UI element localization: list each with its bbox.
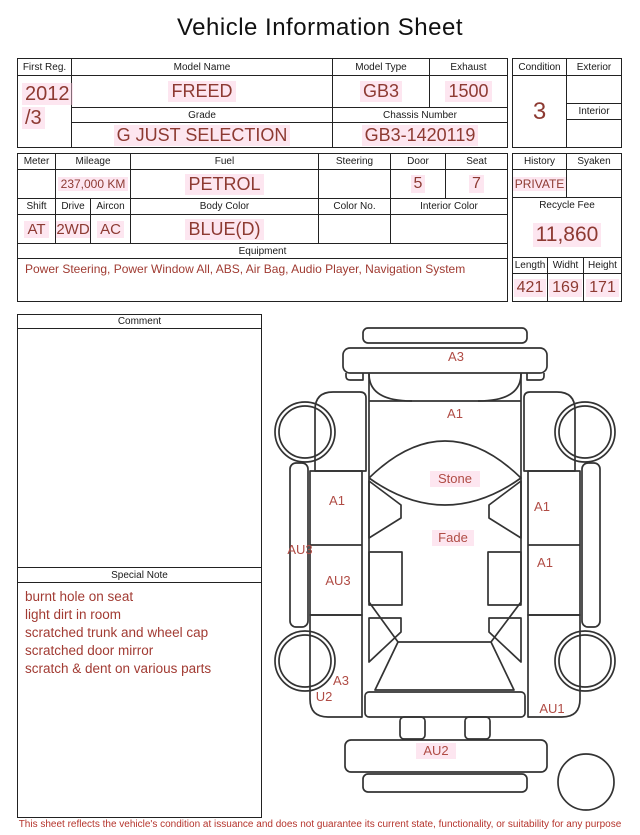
height-value: 171: [584, 274, 621, 301]
front-bumper-tab-right: [527, 373, 544, 380]
exhaust-value: 1500: [430, 76, 507, 108]
special-note-line: scratch & dent on various parts: [25, 661, 212, 676]
special-note-line: burnt hole on seat: [25, 589, 134, 604]
width-label: Widht: [548, 258, 584, 274]
color-no-value: [319, 215, 391, 244]
drive-value: 2WD: [56, 215, 91, 244]
front-wheel-left: [279, 406, 331, 458]
rear-wheel-arch-left: [275, 631, 335, 691]
history-value: PRIVATE: [513, 170, 567, 197]
wheel-housing-arc-right: [478, 374, 521, 401]
mileage-value: 237,000 KM: [56, 170, 131, 199]
first-reg-label: First Reg.: [18, 59, 72, 76]
recycle-fee-value: 11,860: [513, 213, 621, 257]
rear-door-window-right: [488, 552, 521, 605]
color-no-label: Color No.: [319, 199, 391, 215]
rear-lower-strip: [363, 774, 527, 792]
rear-window: [375, 642, 514, 690]
damage-marker: A3: [448, 349, 464, 364]
comment-label: Comment: [18, 315, 261, 329]
damage-marker: AU1: [539, 701, 565, 716]
mileage-label: Mileage: [56, 154, 131, 170]
chassis-number-value: GB3-1420119: [333, 123, 507, 147]
front-fender-right: [524, 392, 575, 471]
damage-marker: A1: [534, 499, 550, 514]
fuel-value: PETROL: [131, 170, 319, 199]
body-color-label: Body Color: [131, 199, 319, 215]
door-value: 5: [391, 170, 446, 199]
wheel-housing-arc-left: [369, 374, 412, 401]
door-panels-right: [528, 471, 580, 615]
comment-box: [17, 314, 262, 818]
length-value: 421: [513, 274, 548, 301]
damage-marker: Stone: [438, 471, 472, 486]
body-color-value: BLUE(D): [131, 215, 319, 244]
syaken-label: Syaken: [567, 154, 621, 170]
car-damage-diagram: [265, 314, 640, 818]
chassis-number-label: Chassis Number: [333, 108, 507, 123]
meter-label: Meter: [18, 154, 56, 170]
fuel-label: Fuel: [131, 154, 319, 170]
spare-tire: [558, 754, 614, 810]
front-door-window-left: [369, 481, 401, 538]
damage-marker: AU3: [325, 573, 351, 588]
damage-marker: U2: [315, 689, 333, 704]
drive-label: Drive: [56, 199, 91, 215]
front-lower-strip: [363, 328, 527, 343]
damage-marker: AU2: [423, 743, 449, 758]
aircon-value: AC: [91, 215, 131, 244]
steering-value: [319, 170, 391, 199]
meter-value: [18, 170, 56, 199]
rear-pillars: [369, 602, 521, 642]
special-note-list: [18, 583, 261, 817]
model-name-label: Model Name: [72, 59, 333, 76]
model-type-label: Model Type: [333, 59, 430, 76]
length-label: Length: [513, 258, 548, 274]
special-note-line: light dirt in room: [25, 607, 122, 622]
front-wheel-arch-left: [275, 402, 335, 462]
damage-marker: Fade: [438, 530, 468, 545]
door-label: Door: [391, 154, 446, 170]
height-label: Height: [584, 258, 621, 274]
exhaust-label: Exhaust: [430, 59, 507, 76]
damage-marker: A3: [333, 673, 349, 688]
history-box: [512, 153, 622, 302]
model-type-value: GB3: [333, 76, 430, 108]
damage-marker: AU3: [287, 542, 313, 557]
interior-label: Interior: [567, 104, 621, 120]
interior-color-value: [391, 215, 507, 244]
condition-label: Condition: [513, 59, 567, 76]
rocker-panel-right: [582, 463, 600, 627]
special-note-label: Special Note: [18, 567, 261, 583]
special-note-line: scratched trunk and wheel cap: [25, 625, 209, 640]
model-name-value: FREED: [72, 76, 333, 108]
seat-label: Seat: [446, 154, 507, 170]
equipment-value: Power Steering, Power Window All, ABS, Air Bag, Audio Player, Navigation System: [25, 262, 466, 276]
interior-value: [567, 120, 621, 147]
history-label: History: [513, 154, 567, 170]
seat-value: 7: [446, 170, 507, 199]
tail-lamp-right: [465, 717, 490, 739]
damage-marker: A1: [329, 493, 345, 508]
shift-value: AT: [18, 215, 56, 244]
rear-wheel-arch-right: [555, 631, 615, 691]
exterior-label: Exterior: [567, 59, 621, 76]
tailgate: [365, 692, 525, 717]
shift-label: Shift: [18, 199, 56, 215]
page-title: Vehicle Information Sheet: [176, 14, 463, 41]
disclaimer-text: This sheet reflects the vehicle's condition at issuance and does not guarantee its current state, functionality, or suitability for any purpose: [18, 819, 622, 830]
tail-lamp-left: [400, 717, 425, 739]
rear-door-window-left: [369, 552, 402, 605]
vehicle-identity-table: [17, 58, 508, 148]
interior-color-label: Interior Color: [391, 199, 507, 215]
grade-value: G JUST SELECTION: [72, 123, 333, 147]
rear-wheel-right: [559, 635, 611, 687]
recycle-fee-label: Recycle Fee: [539, 200, 595, 211]
condition-box: [512, 58, 622, 148]
vehicle-details-table: [17, 153, 508, 302]
syaken-value: [567, 170, 621, 197]
rear-wheel-left: [279, 635, 331, 687]
exterior-value: [567, 76, 621, 104]
special-note-line: scratched door mirror: [25, 643, 154, 658]
front-door-window-right: [489, 481, 521, 538]
width-value: 169: [548, 274, 584, 301]
aircon-label: Aircon: [91, 199, 131, 215]
grade-label: Grade: [72, 108, 333, 123]
front-fender-left: [315, 392, 366, 471]
steering-label: Steering: [319, 154, 391, 170]
damage-marker: A1: [447, 406, 463, 421]
condition-value: 3: [513, 76, 567, 147]
comment-value: [18, 329, 261, 567]
damage-marker: A1: [537, 555, 553, 570]
front-bumper-tab-left: [346, 373, 363, 380]
first-reg-value: 2012 /3: [18, 76, 72, 147]
front-bumper: [343, 348, 547, 373]
front-wheel-right: [559, 406, 611, 458]
front-wheel-arch-right: [555, 402, 615, 462]
equipment-label: Equipment: [18, 244, 507, 259]
